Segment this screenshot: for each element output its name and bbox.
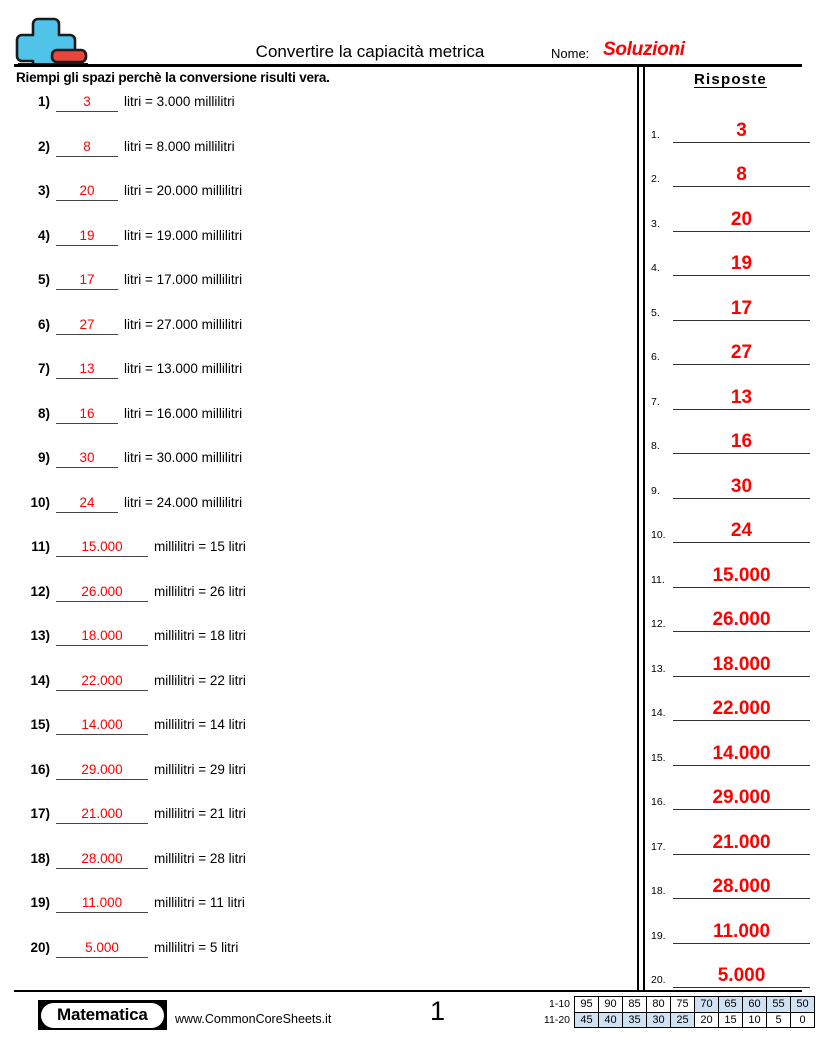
question-text: millilitri = 22 litri bbox=[154, 672, 246, 688]
question-answer-blank[interactable]: 22.000 bbox=[56, 671, 148, 691]
name-label: Nome: bbox=[551, 46, 590, 61]
page-header bbox=[0, 0, 816, 66]
question-row bbox=[0, 137, 637, 182]
score-grid-cell: 55 bbox=[767, 997, 791, 1012]
question-row bbox=[0, 582, 637, 627]
answer-value[interactable]: 27 bbox=[673, 342, 810, 365]
question-text: millilitri = 29 litri bbox=[154, 761, 246, 777]
question-number: 16) bbox=[30, 761, 50, 777]
answer-row bbox=[645, 143, 816, 188]
question-number: 11) bbox=[31, 539, 50, 554]
answer-row bbox=[645, 588, 816, 633]
question-text: millilitri = 14 litri bbox=[154, 717, 246, 732]
question-answer-blank[interactable]: 30 bbox=[56, 448, 118, 468]
score-grid-cells bbox=[574, 996, 815, 1012]
question-number: 2) bbox=[37, 138, 50, 154]
answer-row bbox=[645, 766, 816, 811]
score-grid bbox=[534, 996, 815, 1028]
answer-number: 4. bbox=[651, 262, 660, 274]
question-number: 14) bbox=[30, 672, 50, 688]
name-value: Soluzioni bbox=[603, 39, 685, 60]
question-text: millilitri = 5 litri bbox=[154, 939, 239, 955]
answer-number: 17. bbox=[651, 840, 666, 853]
page-number: 1 bbox=[430, 996, 446, 1026]
question-text: litri = 3.000 millilitri bbox=[124, 94, 235, 109]
answer-row bbox=[645, 810, 816, 855]
answer-value[interactable]: 15.000 bbox=[673, 565, 810, 588]
answer-number: 1. bbox=[651, 128, 660, 141]
question-text: litri = 30.000 millilitri bbox=[124, 450, 243, 465]
question-text: millilitri = 15 litri bbox=[154, 539, 246, 554]
question-answer-blank[interactable]: 17 bbox=[56, 270, 118, 290]
answer-row bbox=[645, 899, 816, 944]
answer-number: 5. bbox=[651, 306, 660, 319]
answer-number: 20. bbox=[651, 974, 666, 986]
question-text: millilitri = 21 litri bbox=[154, 806, 246, 821]
question-answer-blank[interactable]: 26.000 bbox=[56, 582, 148, 602]
plus-minus-logo-icon bbox=[14, 16, 92, 66]
answer-number: 11. bbox=[651, 573, 665, 586]
question-row bbox=[0, 804, 637, 849]
score-grid-row bbox=[534, 996, 815, 1012]
answer-number: 9. bbox=[651, 484, 660, 497]
score-grid-cell: 45 bbox=[575, 1013, 599, 1027]
question-number: 3) bbox=[37, 183, 50, 198]
answer-value[interactable]: 20 bbox=[673, 209, 810, 232]
question-row bbox=[0, 715, 637, 760]
question-number: 9) bbox=[37, 450, 50, 465]
answer-row bbox=[645, 276, 816, 321]
question-number: 5) bbox=[37, 272, 50, 287]
question-row bbox=[0, 359, 637, 404]
question-answer-blank[interactable]: 8 bbox=[56, 137, 118, 157]
answer-row bbox=[645, 499, 816, 544]
page-title: Convertire la capiacità metrica bbox=[255, 42, 485, 61]
answer-number: 14. bbox=[651, 707, 666, 719]
question-answer-blank[interactable]: 16 bbox=[56, 404, 118, 424]
answer-number: 6. bbox=[651, 351, 660, 363]
score-grid-row-label: 1-10 bbox=[548, 998, 570, 1010]
answer-row bbox=[645, 677, 816, 722]
score-grid-cell: 80 bbox=[647, 997, 671, 1012]
answer-value[interactable]: 24 bbox=[673, 520, 810, 543]
answer-number: 10. bbox=[651, 529, 666, 541]
question-text: litri = 27.000 millilitri bbox=[124, 316, 243, 332]
question-answer-blank[interactable]: 11.000 bbox=[56, 893, 148, 913]
answer-value[interactable]: 28.000 bbox=[673, 876, 810, 899]
question-number: 19) bbox=[30, 895, 50, 910]
answer-row bbox=[645, 855, 816, 900]
score-grid-cell: 0 bbox=[791, 1013, 815, 1027]
score-grid-cell: 70 bbox=[695, 997, 719, 1012]
question-answer-blank[interactable]: 27 bbox=[56, 315, 118, 335]
question-text: millilitri = 18 litri bbox=[154, 628, 246, 643]
question-number: 1) bbox=[37, 94, 50, 109]
score-grid-cell: 85 bbox=[623, 997, 647, 1012]
column-divider-line-left bbox=[637, 67, 639, 990]
question-text: millilitri = 11 litri bbox=[154, 895, 245, 910]
question-text: litri = 16.000 millilitri bbox=[124, 405, 243, 421]
score-grid-cell: 35 bbox=[623, 1013, 647, 1027]
question-number: 18) bbox=[30, 850, 50, 866]
question-answer-blank[interactable]: 18.000 bbox=[56, 626, 148, 646]
score-grid-cell: 50 bbox=[791, 997, 815, 1012]
score-grid-cells bbox=[574, 1012, 815, 1028]
answer-value[interactable]: 3 bbox=[673, 120, 810, 143]
score-grid-row-label: 11-20 bbox=[543, 1014, 570, 1026]
question-number: 17) bbox=[30, 806, 50, 821]
answer-row bbox=[645, 543, 816, 588]
score-grid-cell: 5 bbox=[767, 1013, 791, 1027]
question-text: litri = 20.000 millilitri bbox=[124, 183, 243, 198]
question-number: 7) bbox=[37, 361, 50, 376]
question-text: litri = 19.000 millilitri bbox=[124, 227, 243, 243]
answer-value[interactable]: 18.000 bbox=[673, 654, 810, 677]
question-answer-blank[interactable]: 21.000 bbox=[56, 804, 148, 824]
question-row bbox=[0, 760, 637, 805]
answer-number: 2. bbox=[651, 173, 660, 185]
question-row bbox=[0, 270, 637, 315]
answer-value[interactable]: 17 bbox=[673, 298, 810, 321]
question-row bbox=[0, 315, 637, 360]
question-answer-blank[interactable]: 19 bbox=[56, 226, 118, 246]
score-grid-cell: 75 bbox=[671, 997, 695, 1012]
question-row bbox=[0, 671, 637, 716]
answer-row bbox=[645, 632, 816, 677]
answer-value[interactable]: 11.000 bbox=[673, 921, 810, 944]
question-row bbox=[0, 448, 637, 493]
score-grid-cell: 10 bbox=[743, 1013, 767, 1027]
question-row bbox=[0, 181, 637, 226]
answer-row bbox=[645, 321, 816, 366]
score-grid-row bbox=[534, 1012, 815, 1028]
answer-row bbox=[645, 944, 816, 989]
question-row bbox=[0, 938, 637, 983]
question-row bbox=[0, 537, 637, 582]
question-text: litri = 17.000 millilitri bbox=[124, 272, 243, 287]
answer-number: 18. bbox=[651, 885, 666, 897]
answer-value[interactable]: 5.000 bbox=[673, 965, 810, 988]
answer-row bbox=[645, 365, 816, 410]
answer-row bbox=[645, 454, 816, 499]
answer-value[interactable]: 13 bbox=[673, 387, 810, 410]
question-row bbox=[0, 404, 637, 449]
answer-number: 19. bbox=[651, 929, 666, 942]
answer-row bbox=[645, 232, 816, 277]
answer-value[interactable]: 29.000 bbox=[673, 787, 810, 810]
question-answer-blank[interactable]: 14.000 bbox=[56, 715, 148, 735]
question-number: 15) bbox=[30, 717, 50, 732]
brand-badge bbox=[38, 1000, 167, 1030]
answer-value[interactable]: 14.000 bbox=[673, 743, 810, 766]
answer-row bbox=[645, 410, 816, 455]
answer-number: 15. bbox=[651, 751, 666, 764]
question-answer-blank[interactable]: 29.000 bbox=[56, 760, 148, 780]
footer-divider bbox=[14, 990, 802, 992]
question-answer-blank[interactable]: 20 bbox=[56, 181, 118, 201]
question-number: 8) bbox=[37, 405, 50, 421]
answer-row bbox=[645, 721, 816, 766]
answers-list bbox=[645, 98, 816, 988]
answer-number: 12. bbox=[651, 618, 666, 630]
question-row bbox=[0, 849, 637, 894]
answer-row bbox=[645, 187, 816, 232]
question-answer-blank[interactable]: 15.000 bbox=[56, 537, 148, 557]
answer-number: 8. bbox=[651, 440, 660, 452]
score-grid-cell: 65 bbox=[719, 997, 743, 1012]
answer-row bbox=[645, 98, 816, 143]
answer-value[interactable]: 21.000 bbox=[673, 832, 810, 855]
brand-label: Matematica bbox=[41, 1003, 164, 1028]
answers-panel bbox=[645, 67, 816, 988]
answers-panel-title: Risposte bbox=[694, 71, 767, 88]
question-answer-blank[interactable]: 5.000 bbox=[56, 938, 148, 958]
question-number: 4) bbox=[37, 227, 50, 243]
question-number: 20) bbox=[30, 939, 50, 955]
question-answer-blank[interactable]: 13 bbox=[56, 359, 118, 379]
score-grid-cell: 20 bbox=[695, 1013, 719, 1027]
score-grid-cell: 15 bbox=[719, 1013, 743, 1027]
question-number: 13) bbox=[30, 628, 50, 643]
question-row bbox=[0, 893, 637, 938]
answer-value[interactable]: 22.000 bbox=[673, 698, 810, 721]
question-text: litri = 24.000 millilitri bbox=[124, 494, 243, 510]
question-text: millilitri = 26 litri bbox=[154, 583, 246, 599]
instruction-text: Riempi gli spazi perchè la conversione risulti vera. bbox=[16, 70, 330, 85]
score-grid-cell: 90 bbox=[599, 997, 623, 1012]
score-grid-cell: 95 bbox=[575, 997, 599, 1012]
question-row bbox=[0, 493, 637, 538]
answer-value[interactable]: 8 bbox=[673, 164, 810, 187]
question-answer-blank[interactable]: 28.000 bbox=[56, 849, 148, 869]
answer-number: 7. bbox=[651, 395, 660, 408]
question-answer-blank[interactable]: 3 bbox=[56, 92, 118, 112]
question-row bbox=[0, 626, 637, 671]
answer-value[interactable]: 30 bbox=[673, 476, 810, 499]
question-text: millilitri = 28 litri bbox=[154, 850, 246, 866]
questions-list bbox=[0, 92, 637, 982]
brand-url: www.CommonCoreSheets.it bbox=[175, 1012, 332, 1026]
answer-value[interactable]: 26.000 bbox=[673, 609, 810, 632]
question-number: 10) bbox=[30, 494, 50, 510]
answer-value[interactable]: 16 bbox=[673, 431, 810, 454]
question-number: 12) bbox=[30, 583, 50, 599]
question-row bbox=[0, 92, 637, 137]
question-row bbox=[0, 226, 637, 271]
question-answer-blank[interactable]: 24 bbox=[56, 493, 118, 513]
score-grid-cell: 25 bbox=[671, 1013, 695, 1027]
score-grid-cell: 40 bbox=[599, 1013, 623, 1027]
answer-number: 16. bbox=[651, 796, 666, 808]
answer-number: 13. bbox=[651, 662, 666, 675]
question-text: litri = 13.000 millilitri bbox=[124, 361, 243, 376]
answer-value[interactable]: 19 bbox=[673, 253, 810, 276]
score-grid-cell: 60 bbox=[743, 997, 767, 1012]
question-text: litri = 8.000 millilitri bbox=[124, 138, 235, 154]
score-grid-cell: 30 bbox=[647, 1013, 671, 1027]
answer-number: 3. bbox=[651, 217, 660, 230]
question-number: 6) bbox=[37, 316, 50, 332]
